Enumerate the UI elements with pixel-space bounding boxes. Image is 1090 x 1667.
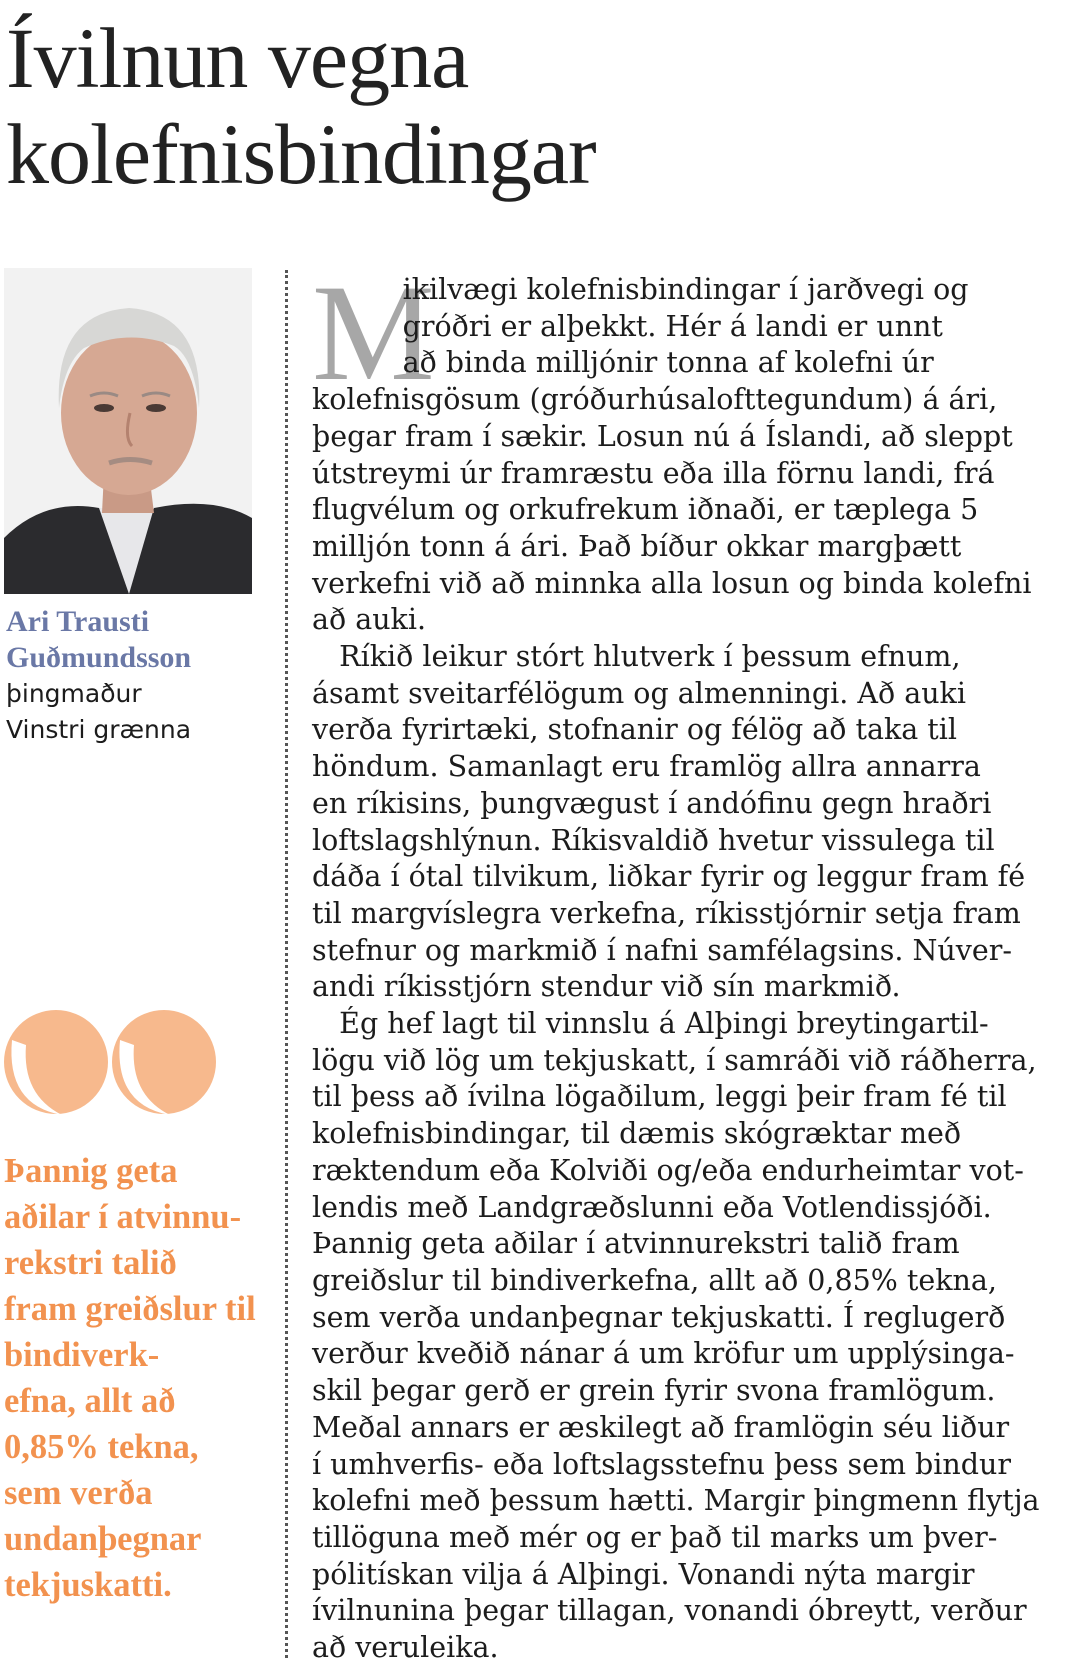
- quote-marks-icon: [4, 1000, 222, 1118]
- body-line: pólitískan vilja á Alþingi. Vonandi nýta margir: [312, 1557, 975, 1591]
- body-line: lendis með Landgræðslunni eða Votlendissjóði.: [312, 1190, 992, 1224]
- column-divider: [285, 270, 288, 1658]
- author-party: Vinstri grænna: [6, 715, 192, 744]
- byline: [6, 604, 256, 748]
- body-line: greiðslur til bindiverkefna, allt að 0,85% tekna,: [312, 1263, 997, 1297]
- body-line: að veruleika.: [312, 1631, 499, 1665]
- body-line: loftslagshlýnun. Ríkisvaldið hvetur vissulega til: [312, 823, 995, 857]
- drop-cap: M: [312, 256, 435, 409]
- body-line: ívilnunina þegar tillagan, vonandi óbreytt, verður: [312, 1594, 1027, 1628]
- body-line: stefnur og markmið í nafni samfélagsins. Núver-: [312, 933, 1012, 967]
- body-line: kolefni með þessum hætti. Margir þingmenn flytja: [312, 1484, 1040, 1518]
- body-line: dáða í ótal tilvikum, liðkar fyrir og leggur fram fé: [312, 860, 1026, 894]
- author-role: þingmaður: [6, 679, 142, 708]
- body-line: ikilvægi kolefnisbindingar í jarðvegi og: [312, 273, 969, 306]
- body-line: gróðri er alþekkt. Hér á landi er unnt: [312, 309, 943, 343]
- headline: Ívilnun vegna kolefnisbindingar: [6, 10, 596, 202]
- body-line: í umhverfis- eða loftslagsstefnu þess sem bindur: [312, 1447, 1011, 1481]
- body-line: skil þegar gerð er grein fyrir svona framlögum.: [312, 1374, 996, 1408]
- author-photo: [4, 268, 252, 594]
- body-line: verkefni við að minnka alla losun og binda kolefni: [312, 566, 1032, 600]
- body-line: höndum. Samanlagt eru framlög allra annarra: [312, 750, 981, 784]
- body-line: tillöguna með mér og er það til marks um þver-: [312, 1520, 998, 1554]
- body-line: milljón tonn á ári. Það bíður okkar margþætt: [312, 529, 962, 563]
- body-line: andi ríkisstjórn stendur við sín markmið.: [312, 970, 901, 1004]
- body-line: sem verða undanþegnar tekjuskatti. Í reglugerð: [312, 1300, 1006, 1334]
- body-line: verða fyrirtæki, stofnanir og félög að taka til: [312, 713, 957, 747]
- body-line: Meðal annars er æskilegt að framlögin séu liður: [312, 1410, 1010, 1444]
- body-line: þegar fram í sækir. Losun nú á Íslandi, að sleppt: [312, 419, 1013, 453]
- body-line: til margvíslegra verkefna, ríkisstjórnir setja fram: [312, 896, 1021, 930]
- article-body: [312, 272, 1082, 1667]
- body-line: lögu við lög um tekjuskatt, í samráði við ráðherra,: [312, 1043, 1037, 1077]
- body-line: útstreymi úr framræstu eða illa förnu landi, frá: [312, 456, 995, 490]
- author-portrait-icon: [4, 268, 252, 594]
- body-line: Ég hef lagt til vinnslu á Alþingi breytingartil-: [312, 1007, 989, 1041]
- body-line: flugvélum og orkufrekum iðnaði, er tæplega 5: [312, 493, 979, 527]
- body-line: kolefnisbindingar, til dæmis skógræktar með: [312, 1117, 962, 1151]
- body-line: að auki.: [312, 603, 426, 637]
- body-line: að binda milljónir tonna af kolefni úr: [312, 346, 934, 380]
- body-line: kolefnisgösum (gróðurhúsalofttegundum) á ári,: [312, 383, 998, 417]
- body-line: til þess að ívilna lögaðilum, leggi þeir fram fé til: [312, 1080, 1007, 1114]
- body-line: ræktendum eða Kolviði og/eða endurheimtar vot-: [312, 1153, 1024, 1187]
- body-line: Ríkið leikur stórt hlutverk í þessum efnum,: [312, 640, 961, 674]
- pull-quote: Þannig geta aðilar í atvinnu- rekstri talið fram greiðslur til bindiverk- efna, allt að 0,85% tekna, sem verða undanþegnar tekjuskatti.: [4, 1152, 256, 1604]
- author-name: Ari Trausti Guðmundsson: [6, 605, 192, 674]
- body-line: Þannig geta aðilar í atvinnurekstri talið fram: [312, 1227, 960, 1261]
- body-line: ásamt sveitarfélögum og almenningi. Að auki: [312, 676, 966, 710]
- body-line: verður kveðið nánar á um kröfur um upplýsinga-: [312, 1337, 1015, 1371]
- body-line: en ríkisins, þungvægust í andófinu gegn hraðri: [312, 786, 992, 820]
